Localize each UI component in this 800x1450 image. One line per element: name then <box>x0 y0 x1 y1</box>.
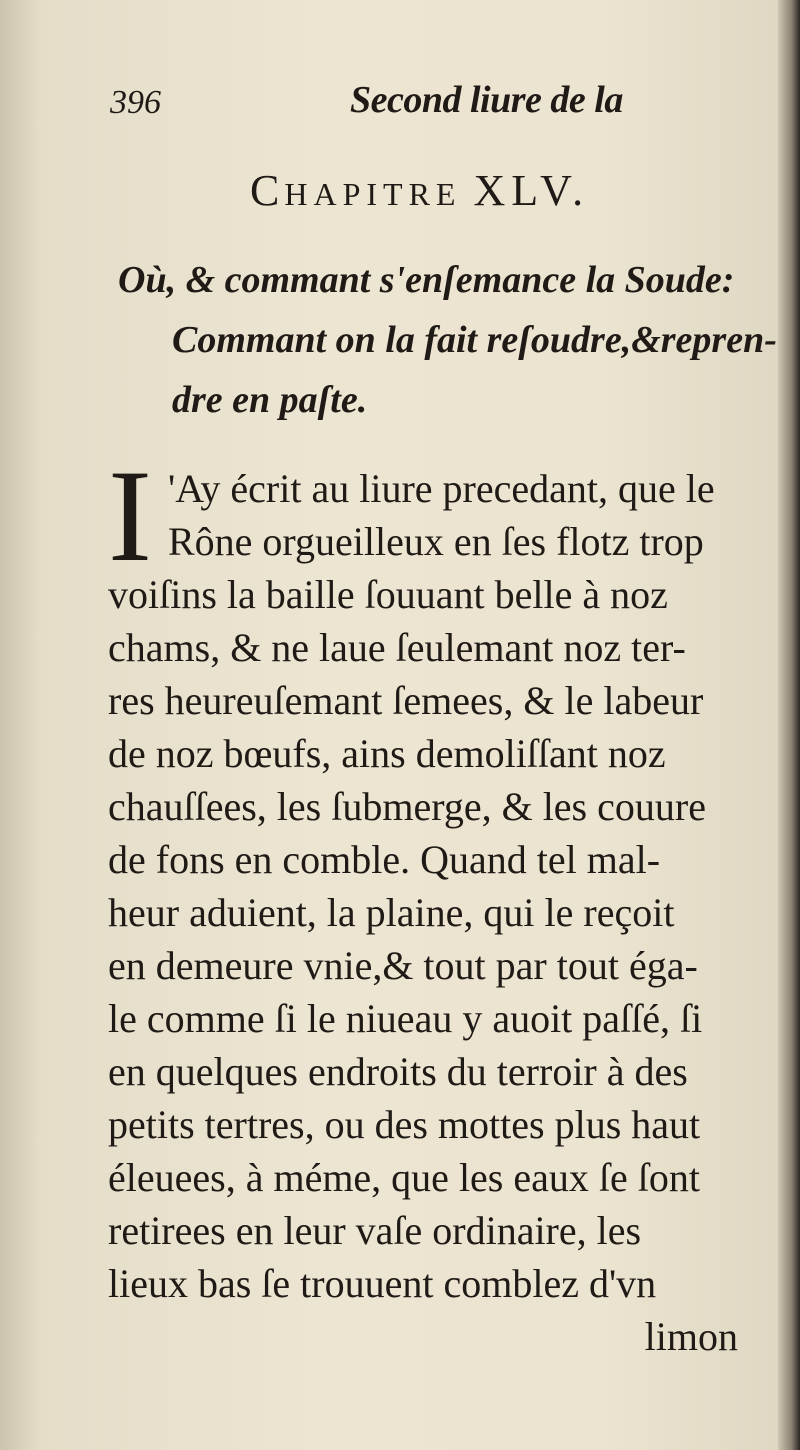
page-shadow-left <box>0 0 40 1450</box>
page-number: 396 <box>110 84 161 121</box>
body-line: en quelques endroits du terroir à des <box>108 1049 688 1094</box>
chapter-subtitle <box>118 250 777 430</box>
subtitle-line: Commant on la fait reſoudre,&repren- <box>172 319 777 361</box>
body-line: heur aduient, la plaine, qui le reçoit <box>108 890 675 935</box>
body-line: le comme ſi le niueau y auoit paſſé, ſi <box>108 996 703 1041</box>
body-line: voiſins la baille ſouuant belle à noz <box>108 572 668 617</box>
body-line: chams, & ne laue ſeulemant noz ter- <box>108 625 686 670</box>
body-line: Rône orgueilleux en ſes flotz trop <box>168 519 704 564</box>
body-line: res heureuſemant ſemees, & le labeur <box>108 678 704 723</box>
chapter-first-letter: C <box>250 166 285 215</box>
subtitle-line: dre en paſte. <box>172 379 368 421</box>
page-gutter <box>778 0 800 1450</box>
chapter-number: XLV. <box>473 166 590 215</box>
body-line: de noz bœufs, ains demoliſſant noz <box>108 731 666 776</box>
chapter-heading <box>250 165 589 216</box>
body-text <box>108 442 768 1363</box>
subtitle-line: Où, & commant s'enſemance la Soude: <box>118 259 735 301</box>
catchword: limon <box>644 1314 738 1359</box>
body-line: lieux bas ſe trouuent comblez d'vn <box>108 1261 657 1306</box>
running-head <box>110 78 670 128</box>
body-line: éleuees, à méme, que les eaux ſe ſont <box>108 1155 700 1200</box>
body-line: 'Ay écrit au liure precedant, que le <box>168 466 715 511</box>
chapter-word: HAPITRE <box>284 176 462 212</box>
body-line: en demeure vnie,& tout par tout éga- <box>108 943 698 988</box>
body-line: retirees en leur vaſe ordinaire, les <box>108 1208 642 1253</box>
drop-cap: I <box>108 442 152 589</box>
running-title: Second liure de la <box>350 79 623 121</box>
body-line: chauſſees, les ſubmerge, & les couure <box>108 784 706 829</box>
body-line: de fons en comble. Quand tel mal- <box>108 837 661 882</box>
body-line: petits tertres, ou des mottes plus haut <box>108 1102 701 1147</box>
